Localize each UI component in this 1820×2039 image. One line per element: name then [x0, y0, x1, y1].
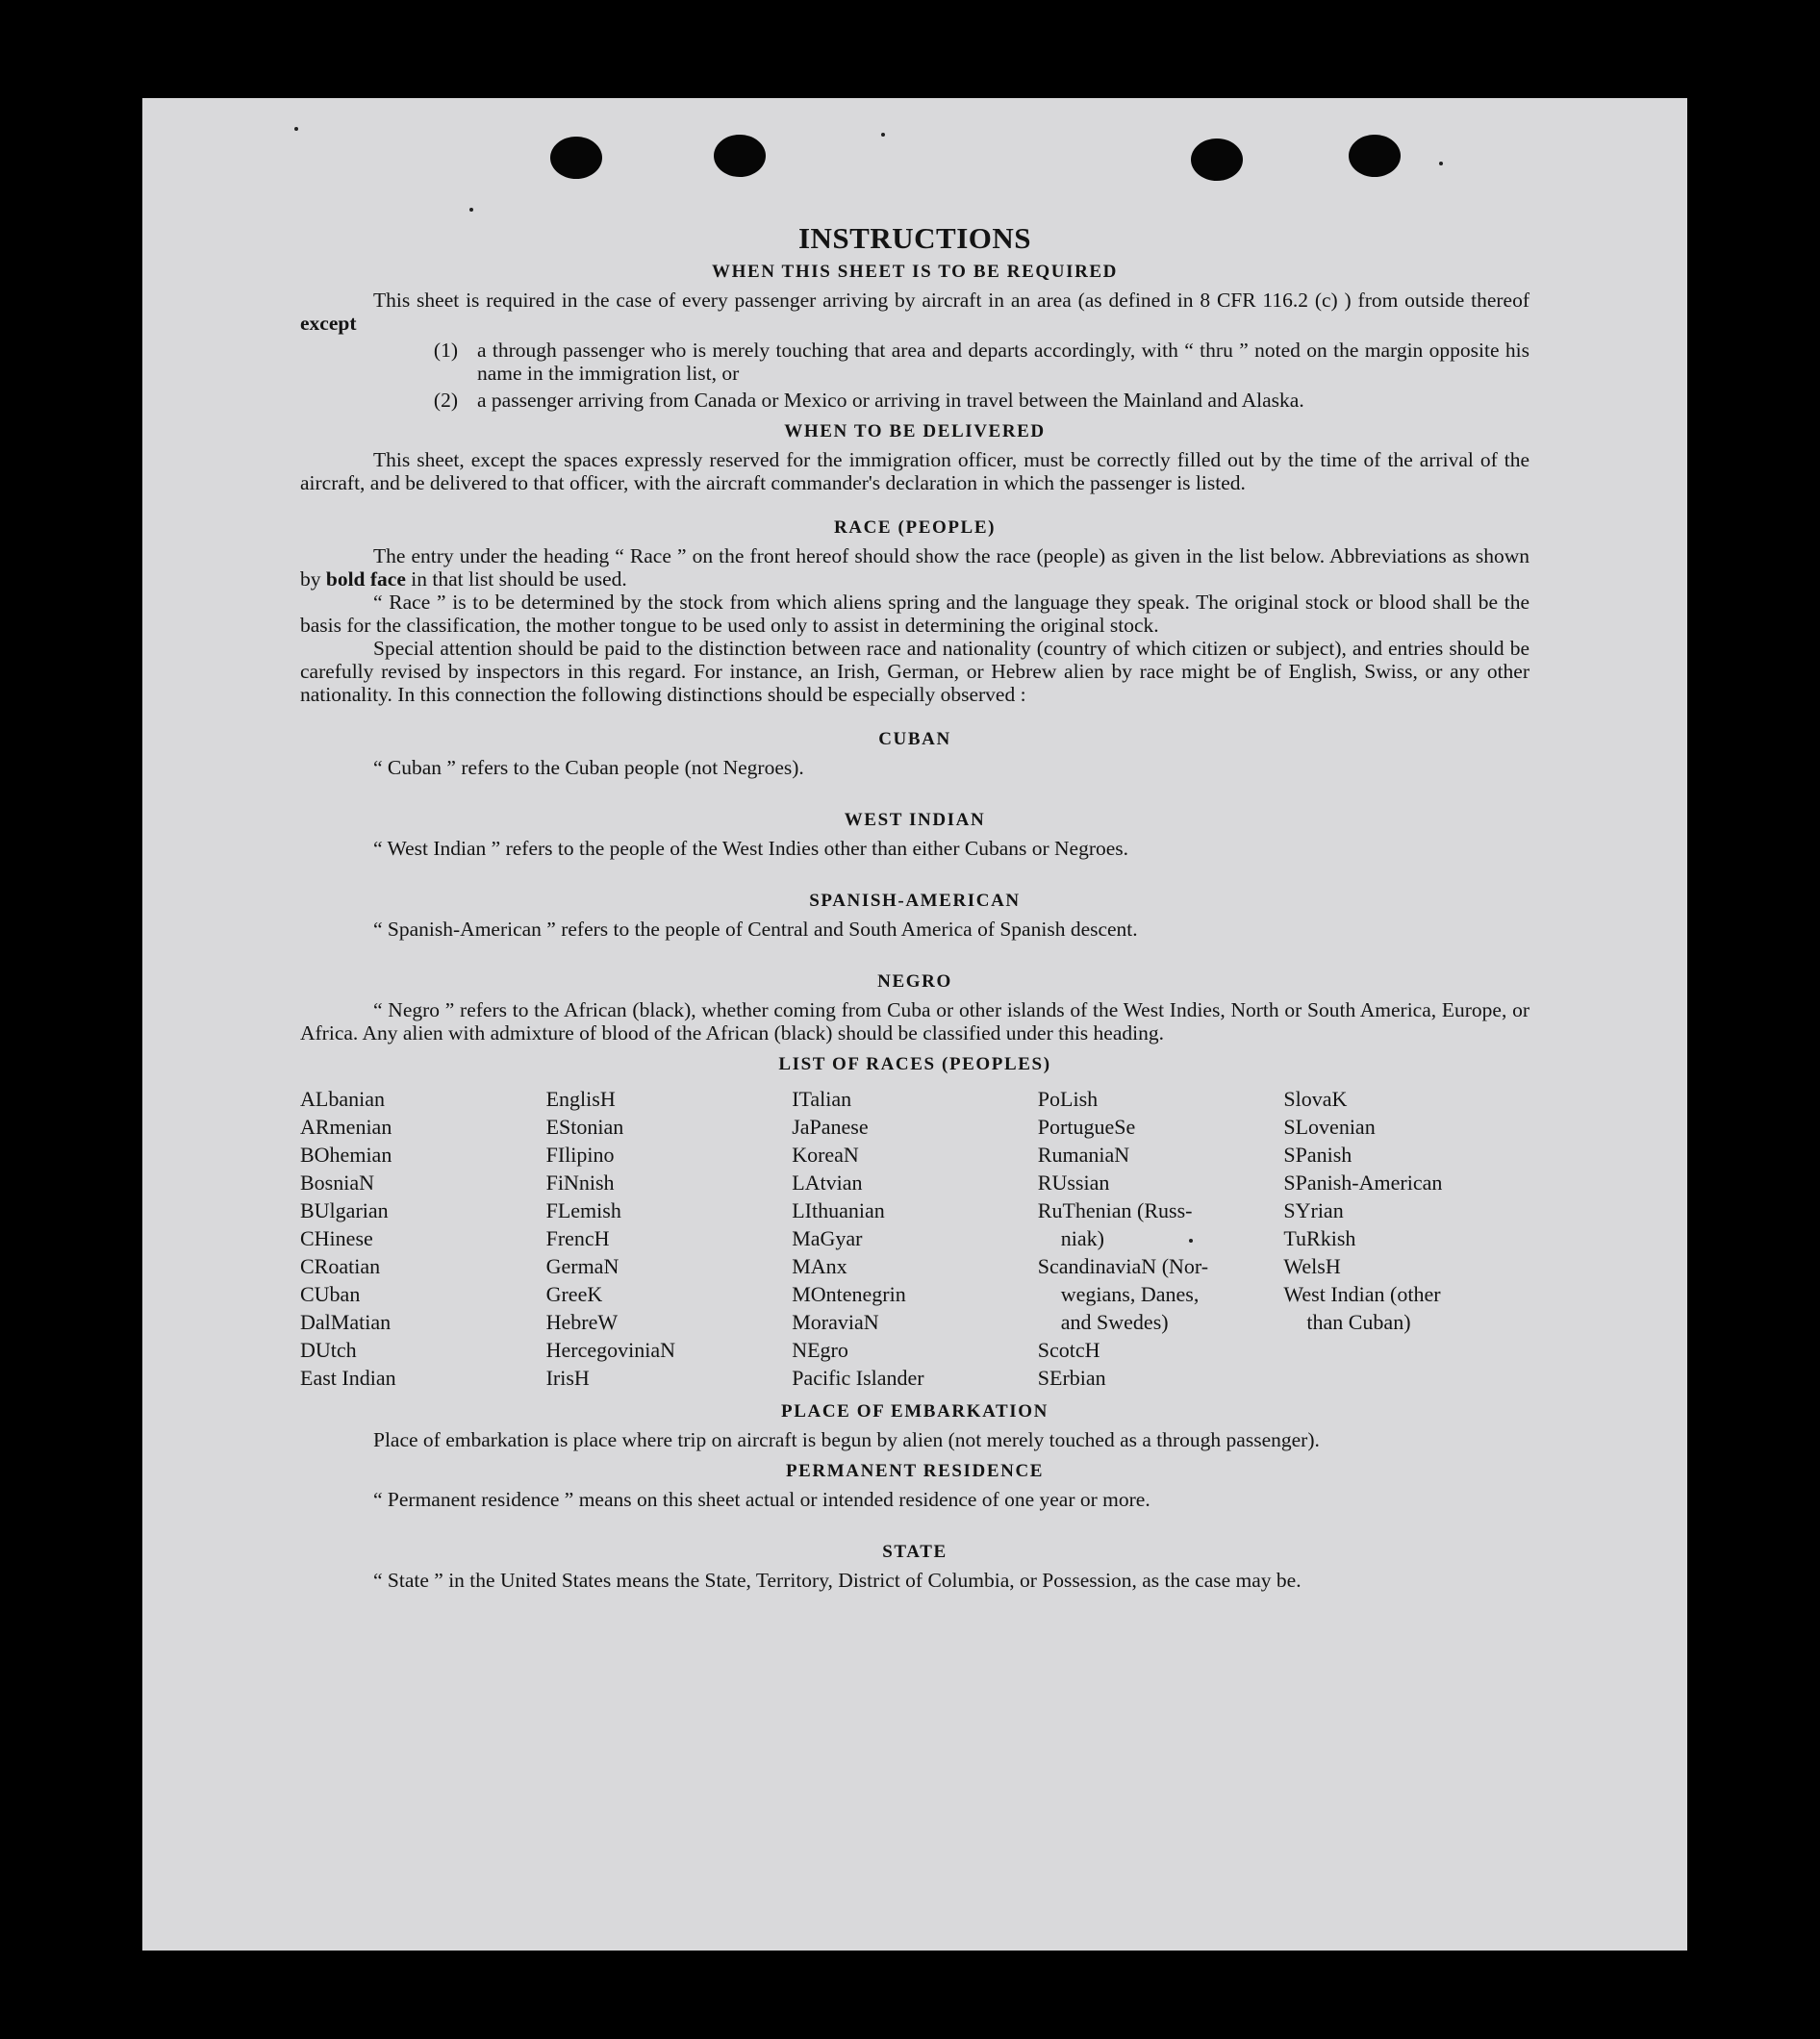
- residence-text: “ Permanent residence ” means on this sheet actual or intended residence of one year or more.: [373, 1488, 1150, 1511]
- heading-west-indian: WEST INDIAN: [844, 810, 986, 830]
- race-entry: PoLish: [1037, 1087, 1099, 1111]
- heading-state: STATE: [882, 1542, 948, 1562]
- races-list: [300, 1085, 1529, 1392]
- race-entry: CRoatian: [300, 1254, 381, 1278]
- race-entry: MoraviaN: [792, 1310, 879, 1334]
- punch-hole: [550, 137, 602, 179]
- race-entry: IrisH: [545, 1366, 590, 1390]
- race-entry: FLemish: [545, 1198, 621, 1222]
- race-entry: EnglisH: [545, 1087, 616, 1111]
- race-entry: EStonian: [545, 1115, 624, 1139]
- race-entry: LIthuanian: [792, 1198, 885, 1222]
- race-entry: LAtvian: [792, 1171, 863, 1195]
- race-entry: SYrian: [1283, 1198, 1344, 1222]
- punch-hole: [1191, 138, 1243, 181]
- page-title: INSTRUCTIONS: [797, 221, 1031, 255]
- race-entry: RumaniaN: [1037, 1143, 1130, 1167]
- state-text: “ State ” in the United States means the State, Territory, District of Columbia, or Possession, as the case may be.: [373, 1569, 1302, 1592]
- instructions-content: [300, 221, 1529, 1592]
- race-entry: MOntenegrin: [792, 1282, 906, 1306]
- races-column: [1038, 1085, 1284, 1392]
- race-entry: TuRkish: [1283, 1226, 1356, 1250]
- heading-when-delivered: WHEN TO BE DELIVERED: [784, 421, 1046, 441]
- punch-hole: [714, 135, 766, 177]
- heading-when-required: WHEN THIS SHEET IS TO BE REQUIRED: [711, 262, 1119, 282]
- heading-spanish-american: SPANISH-AMERICAN: [809, 891, 1021, 911]
- race-paragraph-2: “ Race ” is to be determined by the stock from which aliens spring and the language they speak. The original stock or blood shall be the basis for the classification, the mother tongue to be used only to assist in determining the original stock.: [300, 591, 1529, 637]
- race-entry: SErbian: [1037, 1366, 1106, 1390]
- race-entry: DUtch: [300, 1338, 357, 1362]
- heading-cuban: CUBAN: [878, 729, 951, 749]
- punch-hole: [1349, 135, 1401, 177]
- race-entry: and Swedes): [1060, 1310, 1169, 1334]
- race-entry: GermaN: [545, 1254, 619, 1278]
- race-entry: NEgro: [792, 1338, 848, 1362]
- race-entry: ScotcH: [1037, 1338, 1100, 1362]
- race-entry: BosniaN: [300, 1171, 374, 1195]
- race-entry: PortugueSe: [1037, 1115, 1136, 1139]
- race-entry: KoreaN: [792, 1143, 859, 1167]
- race-entry: SLovenian: [1283, 1115, 1376, 1139]
- heading-permanent-residence: PERMANENT RESIDENCE: [785, 1461, 1045, 1481]
- race-entry: East Indian: [300, 1366, 396, 1390]
- race-entry: SPanish: [1283, 1143, 1352, 1167]
- race-entry: RUssian: [1037, 1171, 1110, 1195]
- delivered-text: This sheet, except the spaces expressly reserved for the immigration officer, must be correctly filled out by the time of the arrival of the aircraft, and be delivered to that officer, with the aircraft commander's declaration in which the passenger is listed.: [300, 448, 1529, 494]
- races-column: [792, 1085, 1038, 1392]
- race-entry: ARmenian: [300, 1115, 392, 1139]
- embarkation-text: Place of embarkation is place where trip on aircraft is begun by alien (not merely touched as a through passenger).: [373, 1428, 1320, 1451]
- races-column: [546, 1085, 793, 1392]
- heading-negro: NEGRO: [877, 971, 952, 992]
- race-entry: HercegoviniaN: [545, 1338, 675, 1362]
- race-entry: MaGyar: [792, 1226, 863, 1250]
- race-entry: West Indian (other: [1283, 1282, 1441, 1306]
- race-entry: Pacific Islander: [792, 1366, 924, 1390]
- race-entry: ALbanian: [300, 1087, 385, 1111]
- race-entry: WelsH: [1283, 1254, 1341, 1278]
- race-entry: BOhemian: [300, 1143, 392, 1167]
- heading-list-of-races: LIST OF RACES (PEOPLES): [778, 1054, 1051, 1074]
- race-entry: CUban: [300, 1282, 361, 1306]
- required-intro: This sheet is required in the case of every passenger arriving by aircraft in an area (as defined in 8 CFR 116.2 (c) ) from outside thereof except: [300, 289, 1529, 335]
- race-entry: FrencH: [545, 1226, 610, 1250]
- race-entry: JaPanese: [792, 1115, 869, 1139]
- heading-embarkation: PLACE OF EMBARKATION: [781, 1401, 1049, 1422]
- race-paragraph-3: Special attention should be paid to the distinction between race and nationality (country of which citizen or subject), and entries should be carefully revised by inspectors in this regard. For instance, an Irish, German, or Hebrew alien by race might be of English, Swiss, or any other nationality. In this connection the following distinctions should be especially observed :: [300, 637, 1529, 706]
- race-entry: BUlgarian: [300, 1198, 389, 1222]
- race-entry: DalMatian: [300, 1310, 392, 1334]
- spanish-american-text: “ Spanish-American ” refers to the people of Central and South America of Spanish descent.: [373, 918, 1138, 941]
- race-paragraph-1: The entry under the heading “ Race ” on the front hereof should show the race (people) as given in the list below. Abbreviations as shown by bold face in that list should be used.: [300, 544, 1529, 591]
- exception-item-2: (2) a passenger arriving from Canada or Mexico or arriving in travel between the Mainland and Alaska.: [433, 389, 1304, 412]
- race-entry: SPanish-American: [1283, 1171, 1443, 1195]
- race-entry: than Cuban): [1306, 1310, 1411, 1334]
- race-entry: FiNnish: [545, 1171, 615, 1195]
- race-entry: ScandinaviaN (Nor-: [1037, 1254, 1209, 1278]
- race-entry: FIlipino: [545, 1143, 615, 1167]
- races-column: [300, 1085, 546, 1392]
- race-entry: CHinese: [300, 1226, 373, 1250]
- race-entry: HebreW: [545, 1310, 619, 1334]
- race-entry: RuThenian (Russ-: [1037, 1198, 1193, 1222]
- cuban-text: “ Cuban ” refers to the Cuban people (not Negroes).: [373, 756, 804, 779]
- races-column: [1283, 1085, 1529, 1392]
- race-entry: niak): [1060, 1226, 1104, 1250]
- race-entry: MAnx: [792, 1254, 847, 1278]
- race-entry: ITalian: [792, 1087, 852, 1111]
- document-sheet: [142, 98, 1687, 1951]
- west-indian-text: “ West Indian ” refers to the people of the West Indies other than either Cubans or Negroes.: [373, 837, 1129, 860]
- race-entry: GreeK: [545, 1282, 603, 1306]
- negro-text: “ Negro ” refers to the African (black), whether coming from Cuba or other islands of the West Indies, North or South America, Europe, or Africa. Any alien with admixture of blood of the African (black) should be classified under this heading.: [300, 998, 1529, 1045]
- race-entry: SlovaK: [1283, 1087, 1348, 1111]
- race-entry: wegians, Danes,: [1060, 1282, 1200, 1306]
- exception-item-1: (1) a through passenger who is merely touching that area and departs accordingly, with “ thru ” noted on the margin opposite his name in the immigration list, or: [433, 339, 1529, 385]
- heading-race: RACE (PEOPLE): [833, 517, 997, 538]
